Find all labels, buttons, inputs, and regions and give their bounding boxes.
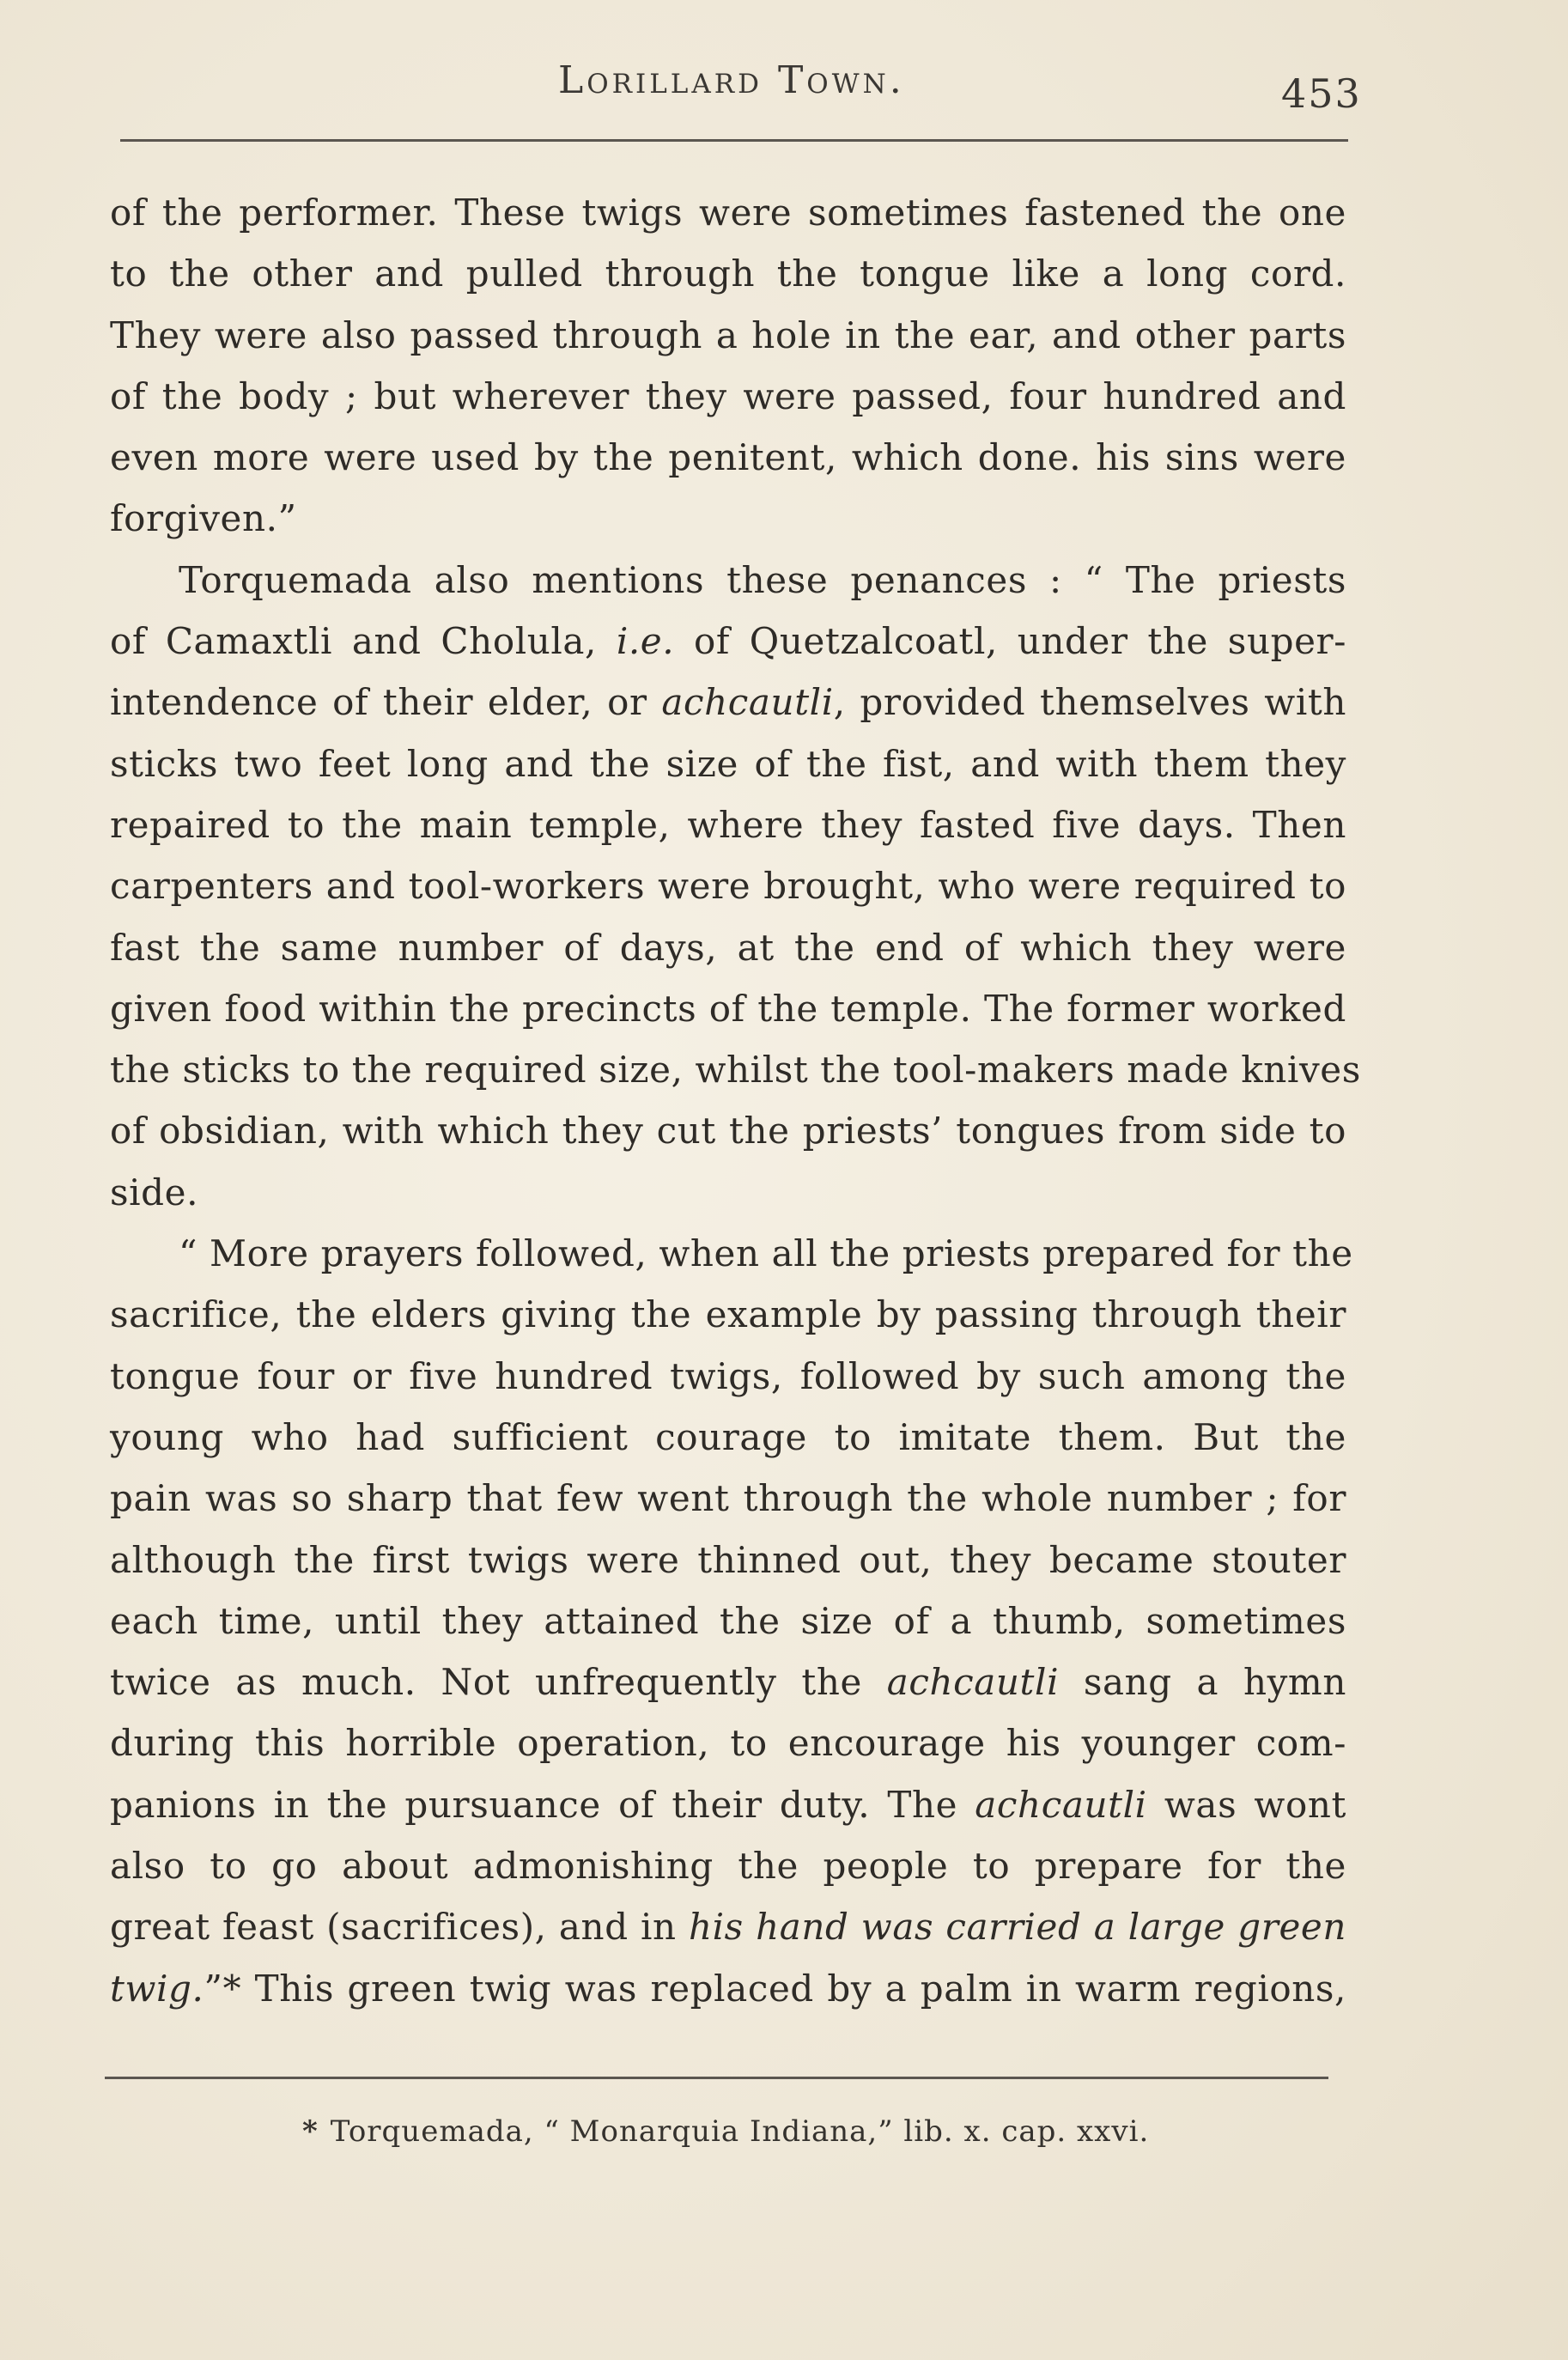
text-line: pain was so sharp that few went through the whole number ; for [110,1477,1346,1520]
footnote-marker: * [302,2114,319,2149]
text-line: of Camaxtli and Cholula, i.e. of Quetzalcoatl, under the super- [110,620,1347,663]
text-line: of the performer. These twigs were sometimes fastened the one [110,192,1346,234]
text-line: even more were used by the penitent, which done. his sins were [110,436,1346,479]
text-line: to the other and pulled through the tongue like a long cord. [110,252,1346,295]
text-line: great feast (sacrifices), and in his hand was carried a large green [110,1906,1347,1949]
text-line: tongue four or five hundred twigs, followed by such among the [110,1354,1346,1397]
text-line: given food within the precincts of the temple. The former worked [110,987,1346,1030]
text-line: the sticks to the required size, whilst the tool-makers made knives [110,1049,1361,1092]
text-line: sacrifice, the elders giving the example by passing through their [110,1293,1346,1336]
header-rule [120,139,1348,142]
text-line: panions in the pursuance of their duty. The achcautli was wont [110,1783,1346,1826]
text-line: twig.”* This green twig was replaced by a palm in warm regions, [110,1967,1346,2010]
text-line: side. [110,1171,199,1213]
text-line: although the first twigs were thinned out, they became stouter [110,1538,1346,1581]
text-line: carpenters and tool-workers were brought, who were required to [110,865,1346,908]
text-line: during this horrible operation, to encourage his younger com- [110,1722,1346,1765]
text-line: “ More prayers followed, when all the priests prepared for the [179,1232,1353,1275]
text-line: also to go about admonishing the people to prepare for the [110,1845,1346,1888]
text-line: young who had sufficient courage to imitate them. But the [110,1415,1346,1458]
text-line: of obsidian, with which they cut the priests’ tongues from side to [110,1110,1346,1153]
footnote [302,2114,1149,2149]
text-line: forgiven.” [110,497,297,540]
page-number: 453 [1281,70,1362,117]
page-header [0,53,1568,117]
text-line: each time, until they attained the size of a thumb, sometimes [110,1599,1346,1642]
running-title: Lorillard Town. [558,58,905,102]
text-line: They were also passed through a hole in the ear, and other parts [110,313,1346,356]
footnote-rule [105,2077,1328,2079]
text-line: twice as much. Not unfrequently the achcautli sang a hymn [110,1661,1347,1704]
text-line: sticks two feet long and the size of the fist, and with them they [110,742,1346,785]
text-line: fast the same number of days, at the end of which they were [110,926,1346,969]
text-line: intendence of their elder, or achcautli, provided themselves with [110,681,1346,724]
body-text [110,182,1361,2019]
text-line: repaired to the main temple, where they fasted five days. Then [110,803,1346,846]
footnote-text: Torquemada, “ Monarquia Indiana,” lib. x. cap. xxvi. [330,2114,1150,2149]
text-line: Torquemada also mentions these penances : “ The priests [179,558,1346,601]
text-line: of the body ; but wherever they were passed, four hundred and [110,374,1346,417]
